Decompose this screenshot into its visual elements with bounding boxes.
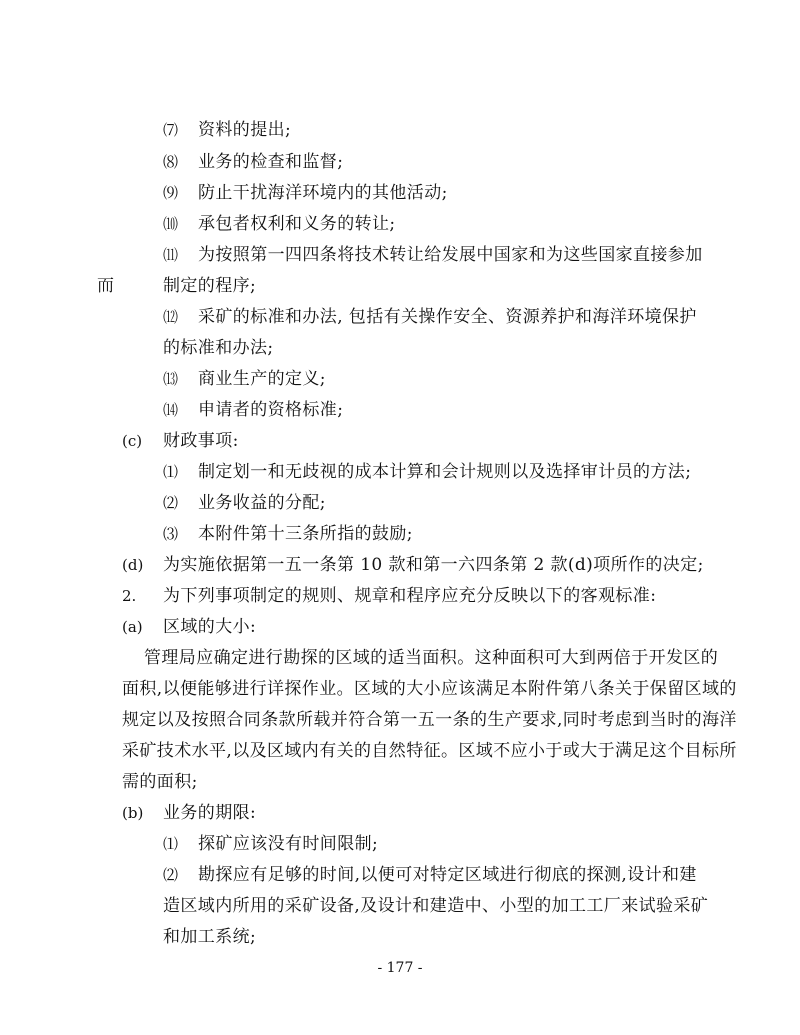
item-marker: ⒀: [163, 370, 179, 388]
item-marker: ⑼: [163, 184, 179, 202]
list-item-text: 商业生产的定义;: [198, 369, 326, 389]
section-heading: 区域的大小:: [163, 617, 257, 637]
continuation-text: 造区域内所用的采矿设备,及设计和建造中、小型的加工工厂来试验采矿: [163, 896, 709, 916]
item-marker: ⑽: [163, 215, 179, 233]
item-marker: ⑵: [163, 866, 179, 884]
section-marker: (c): [122, 432, 143, 450]
list-item-text: 本附件第十三条所指的鼓励;: [198, 524, 413, 544]
item-marker: ⑿: [163, 308, 179, 326]
body-paragraph-line: 采矿技术水平,以及区域内有关的自然特征。区域不应小于或大于满足这个目标所: [122, 741, 737, 761]
paragraph-heading: 为下列事项制定的规则、规章和程序应充分反映以下的客观标准:: [163, 586, 657, 606]
body-paragraph-line: 需的面积;: [122, 772, 198, 792]
body-paragraph-line: 规定以及按照合同条款所载并符合第一五一条的生产要求,同时考虑到当时的海洋: [122, 710, 737, 730]
list-item-text: 防止干扰海洋环境内的其他活动;: [198, 183, 448, 203]
section-marker: (d): [122, 556, 144, 574]
item-marker: ⑶: [163, 525, 179, 543]
continuation-text: 的标准和办法;: [163, 338, 274, 358]
page-number: - 177 -: [377, 960, 423, 976]
section-heading: 财政事项:: [163, 431, 239, 451]
list-item-text: 承包者权利和义务的转让;: [198, 214, 396, 234]
section-marker: (b): [122, 804, 144, 822]
list-item-text: 采矿的标准和办法, 包括有关操作安全、资源养护和海洋环境保护: [198, 307, 697, 327]
section-heading: 业务的期限:: [163, 803, 257, 823]
list-item-text: 业务收益的分配;: [198, 493, 326, 513]
list-item-text: 为按照第一四四条将技术转让给发展中国家和为这些国家直接参加: [198, 245, 703, 265]
item-marker: ⑺: [163, 121, 179, 139]
section-heading: 为实施依据第一五一条第 10 款和第一六四条第 2 款(d)项所作的决定;: [163, 555, 704, 575]
item-marker: ⑻: [163, 153, 179, 171]
body-paragraph-line: 面积,以便能够进行详探作业。区域的大小应该满足本附件第八条关于保留区域的: [122, 679, 737, 699]
continuation-text: 和加工系统;: [163, 927, 257, 947]
list-item-text: 申请者的资格标准;: [198, 400, 344, 420]
list-item-text: 勘探应有足够的时间,以便可对特定区域进行彻底的探测,设计和建: [198, 865, 697, 885]
item-marker: ⑵: [163, 494, 179, 512]
continuation-text: 制定的程序;: [163, 276, 257, 296]
paragraph-number: 2.: [122, 587, 137, 605]
section-marker: (a): [122, 618, 143, 636]
item-marker: ⑴: [163, 463, 179, 481]
list-item-text: 资料的提出;: [198, 120, 292, 140]
item-marker: ⑾: [163, 246, 179, 264]
list-item-text: 制定划一和无歧视的成本计算和会计规则以及选择审计员的方法;: [198, 462, 692, 482]
item-marker: ⑴: [163, 835, 179, 853]
item-marker: ⒁: [163, 401, 179, 419]
margin-character: 而: [97, 276, 115, 296]
list-item-text: 探矿应该没有时间限制;: [198, 834, 379, 854]
body-paragraph-line: 管理局应确定进行勘探的区域的适当面积。这种面积可大到两倍于开发区的: [144, 648, 719, 668]
list-item-text: 业务的检查和监督;: [198, 152, 344, 172]
